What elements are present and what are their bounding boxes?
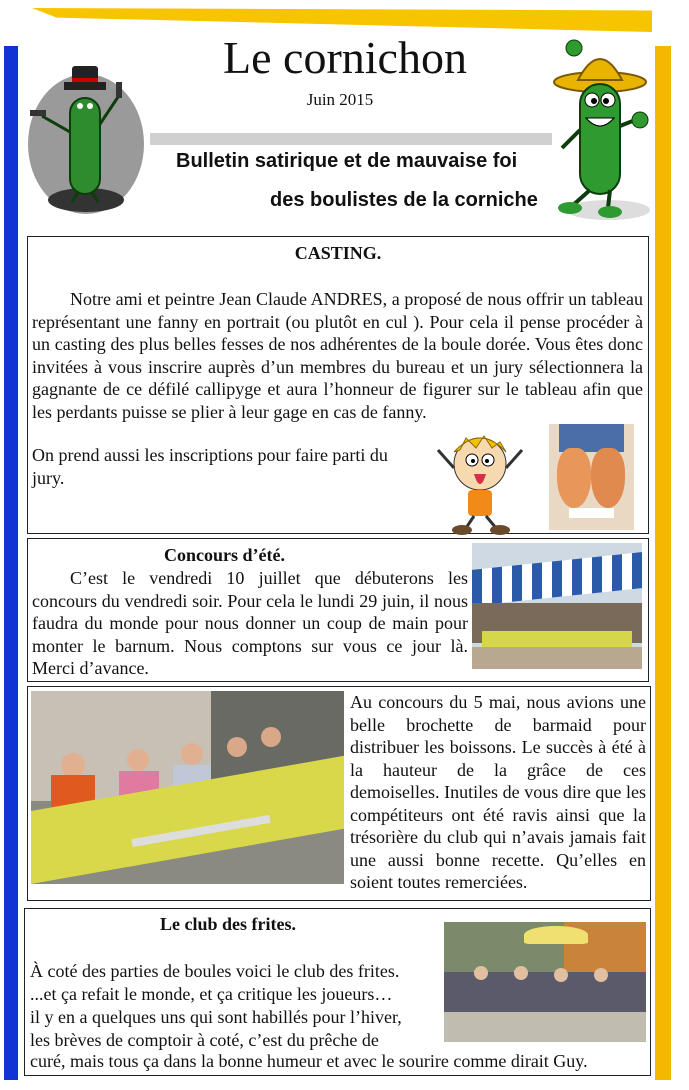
cartoon-kid-tongue-icon [430,428,530,538]
frites-club-photo [444,922,646,1042]
frites-line-2: ...et ça refait le monde, et ça critique les joueurs… [30,984,393,1004]
casting-paragraph: Notre ami et peintre Jean Claude ANDRES, a proposé de nous offrir un tableau représentant une fanny en portrait (ou plutôt en cul ). Pour cela il pense procéder à un casting des plus belles fesses de nos adhérentes de la boule dorée. Vous êtes donc invitées à vous inscrire auprès d’un membres du bureau et un jury sélectionnera la gagnante de ce défilé callipyge et aura l’honneur de figurer sur le tableau afin que les perdants puisse se plier à leur gage en cas de fanny. [32,289,643,422]
frites-line-3: il y en a quelques uns qui sont habillés pour l’hiver, [30,1007,402,1027]
cartoon-pickle-gangster-icon [24,52,154,222]
frites-line-5: curé, mais tous ça dans la bonne humeur et avec le sourire comme dirait Guy. [30,1051,588,1071]
left-color-bar [4,46,18,1080]
newsletter-title: Le cornichon [223,32,467,83]
painting-photo [549,424,634,530]
top-stripe [32,8,652,32]
concours-paragraph: C’est le vendredi 10 juillet que débuterons les concours du vendredi soir. Pour cela le lundi 29 juin, il nous faudra du monde pour nous donner un coup de main pour monter le barnum. Nous comptons sur vous ce jour là. Merci d’avance. [32,568,468,678]
frites-line-4: les brèves de comptoir à coté, c’est du prêche de [30,1030,379,1050]
issue-date: Juin 2015 [306,90,374,109]
concours-heading: Concours d’été. [164,545,285,565]
casting-jury-line-1: On prend aussi les inscriptions pour faire parti du [32,445,388,465]
casting-heading: CASTING. [294,243,382,263]
cartoon-pickle-sombrero-icon [548,38,653,223]
right-color-bar [655,46,671,1080]
barmaid-photo [31,691,344,884]
subtitle-line-2: des boulistes de la corniche [270,189,538,211]
divider-rule [150,133,552,145]
frites-heading: Le club des frites. [160,914,296,934]
frites-line-1: À coté des parties de boules voici le club des frites. [30,961,400,981]
barnum-photo [472,543,642,669]
subtitle-line-1: Bulletin satirique et de mauvaise foi [176,150,518,172]
casting-jury-line-2: jury. [32,468,65,488]
barmaid-paragraph: Au concours du 5 mai, nous avions une belle brochette de barmaid pour distribuer les boissons. Le succès à été à la hauteur de la grâce de ces demoiselles. Inutiles de vous dire que les compétiteurs ont été ravis ainsi que la trésorière du club qui n’avais jamais fait une aussi bonne recette. Qu’elles en soient toutes remerciées. [350,692,646,892]
